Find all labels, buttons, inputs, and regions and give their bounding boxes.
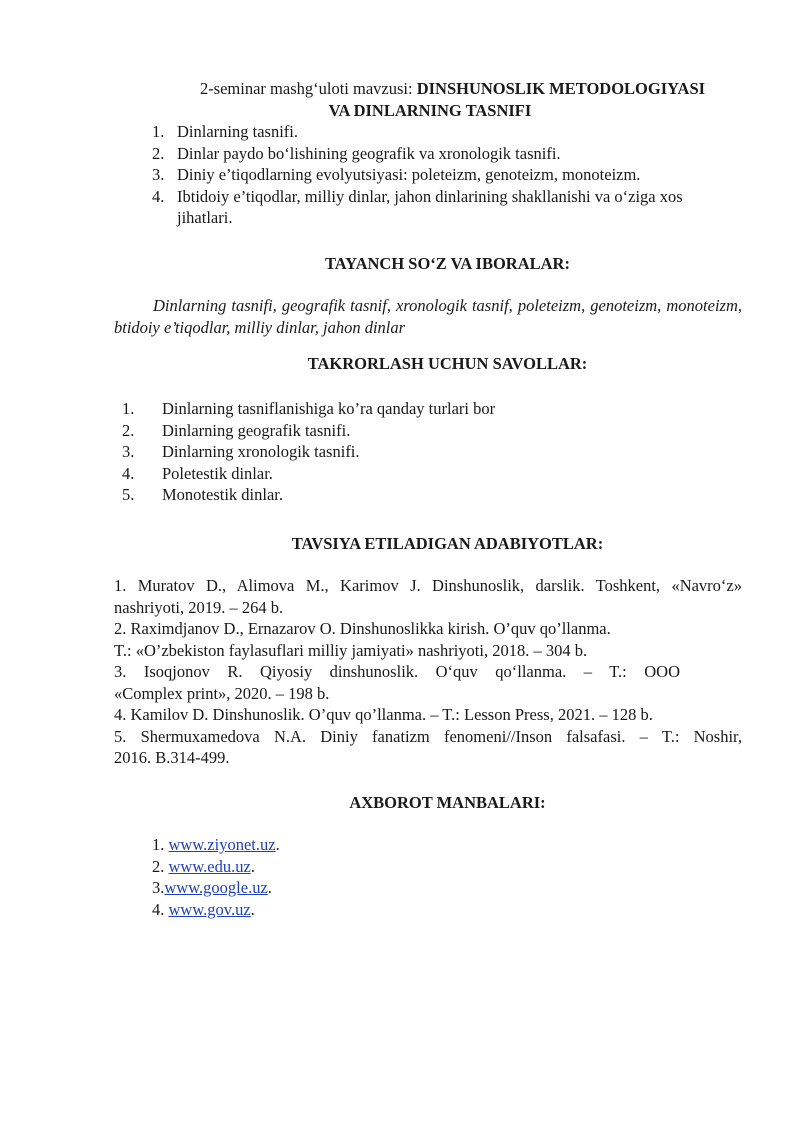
seminar-title-prefix: 2-seminar mashg‘uloti mavzusi: bbox=[199, 79, 417, 98]
list-item bbox=[152, 121, 712, 143]
source-link-edu[interactable]: www.edu.uz bbox=[168, 856, 251, 876]
reference-item bbox=[114, 661, 742, 704]
list-number: 4. bbox=[122, 463, 135, 483]
list-text: Dinlarning tasnifi. bbox=[177, 122, 298, 141]
list-text: Dinlarning tasniflanishiga ko’ra qanday turlari bor bbox=[162, 399, 496, 418]
topics-list bbox=[152, 121, 712, 229]
list-item bbox=[152, 899, 280, 921]
list-text: Poletestik dinlar. bbox=[162, 463, 273, 483]
list-text: Diniy e’tiqodlarning evolyutsiyasi: poleteizm, genoteizm, monoteizm. bbox=[177, 165, 641, 184]
questions-heading: TAKRORLASH UCHUN SAVOLLAR: bbox=[307, 354, 588, 373]
reference-line: T.: «O’zbekiston faylasuflari milliy jamiyati» nashriyoti, 2018. – 304 b. bbox=[114, 640, 588, 660]
sources-list bbox=[152, 834, 280, 920]
list-number: 3. bbox=[122, 442, 135, 461]
reference-item: 1. Muratov D., Alimova M., Karimov J. Dinshunoslik, darslik. Toshkent, «Navro‘z» nashriyoti, 2019. – 264 b. bbox=[114, 576, 742, 617]
literature-list bbox=[114, 575, 742, 769]
reference-item bbox=[114, 618, 742, 661]
list-suffix: . bbox=[275, 835, 280, 854]
list-suffix: . bbox=[267, 878, 272, 897]
list-item bbox=[152, 834, 280, 856]
seminar-title bbox=[0, 78, 800, 100]
list-suffix: . bbox=[250, 856, 255, 876]
reference-line: 2016. B.314-499. bbox=[114, 748, 230, 767]
list-item bbox=[122, 441, 495, 463]
list-number: 1. bbox=[122, 399, 135, 418]
list-text: Ibtidoiy e’tiqodlar, milliy dinlar, jahon dinlarining shakllanishi va o‘ziga xos jihatlari. bbox=[177, 186, 683, 227]
list-text: Dinlarning xronologik tasnifi. bbox=[162, 442, 360, 461]
source-link-google[interactable]: www.google.uz bbox=[164, 878, 268, 897]
list-number: 2. bbox=[122, 420, 135, 440]
reference-line: «Complex print», 2020. – 198 b. bbox=[114, 683, 330, 703]
list-number: 1. bbox=[152, 835, 169, 854]
reference-line: 2. Raximdjanov D., Ernazarov O. Dinshunoslikka kirish. O’quv qo’llanma. bbox=[114, 619, 611, 638]
list-text: Dinlar paydo bo‘lishining geografik va xronologik tasnifi. bbox=[177, 143, 561, 163]
keywords-heading: TAYANCH SO‘Z VA IBORALAR: bbox=[325, 254, 570, 273]
list-suffix: . bbox=[250, 899, 255, 919]
keywords-paragraph: Dinlarning tasnifi, geografik tasnif, xronologik tasnif, poleteizm, genoteizm, monoteizm, btidoiy e’tiqodlar, milliy dinlar, jahon dinlar bbox=[114, 296, 742, 337]
list-text: Monotestik dinlar. bbox=[162, 485, 283, 504]
reference-line: 5. Shermuxamedova N.A. Diniy fanatizm fenomeni//Inson falsafasi. – T.: Noshir, bbox=[114, 726, 742, 746]
literature-heading: TAVSIYA ETILADIGAN ADABIYOTLAR: bbox=[291, 534, 604, 553]
seminar-title-line1: DINSHUNOSLIK METODOLOGIYASI bbox=[416, 79, 706, 98]
list-item bbox=[122, 420, 495, 442]
list-item bbox=[152, 143, 712, 165]
list-number: 2. bbox=[152, 856, 169, 876]
list-item bbox=[152, 877, 280, 899]
list-item bbox=[152, 186, 712, 229]
seminar-title-line2: VA DINLARNING TASNIFI bbox=[328, 101, 532, 120]
list-item bbox=[122, 484, 495, 506]
list-number: 1. bbox=[152, 122, 165, 141]
source-link-gov[interactable]: www.gov.uz bbox=[168, 899, 251, 919]
list-number: 5. bbox=[122, 485, 135, 504]
list-number: 2. bbox=[152, 143, 165, 163]
list-number: 4. bbox=[152, 186, 165, 206]
reference-item bbox=[114, 726, 742, 769]
list-text: Dinlarning geografik tasnifi. bbox=[162, 420, 351, 440]
reference-item: 4. Kamilov D. Dinshunoslik. O’quv qo’llanma. – T.: Lesson Press, 2021. – 128 b. bbox=[114, 705, 653, 724]
list-item bbox=[122, 398, 495, 420]
list-number: 3. bbox=[152, 878, 165, 897]
list-number: 3. bbox=[152, 165, 165, 184]
sources-heading: AXBOROT MANBALARI: bbox=[349, 793, 546, 812]
list-item bbox=[152, 856, 280, 878]
list-item bbox=[122, 463, 495, 485]
list-item bbox=[152, 164, 712, 186]
questions-list bbox=[122, 398, 495, 506]
list-number: 4. bbox=[152, 899, 169, 919]
source-link-ziyonet[interactable]: www.ziyonet.uz bbox=[168, 835, 276, 854]
reference-line: 3. Isoqjonov R. Qiyosiy dinshunoslik. O‘quv qo‘llanma. – T.: OOO bbox=[114, 662, 680, 681]
